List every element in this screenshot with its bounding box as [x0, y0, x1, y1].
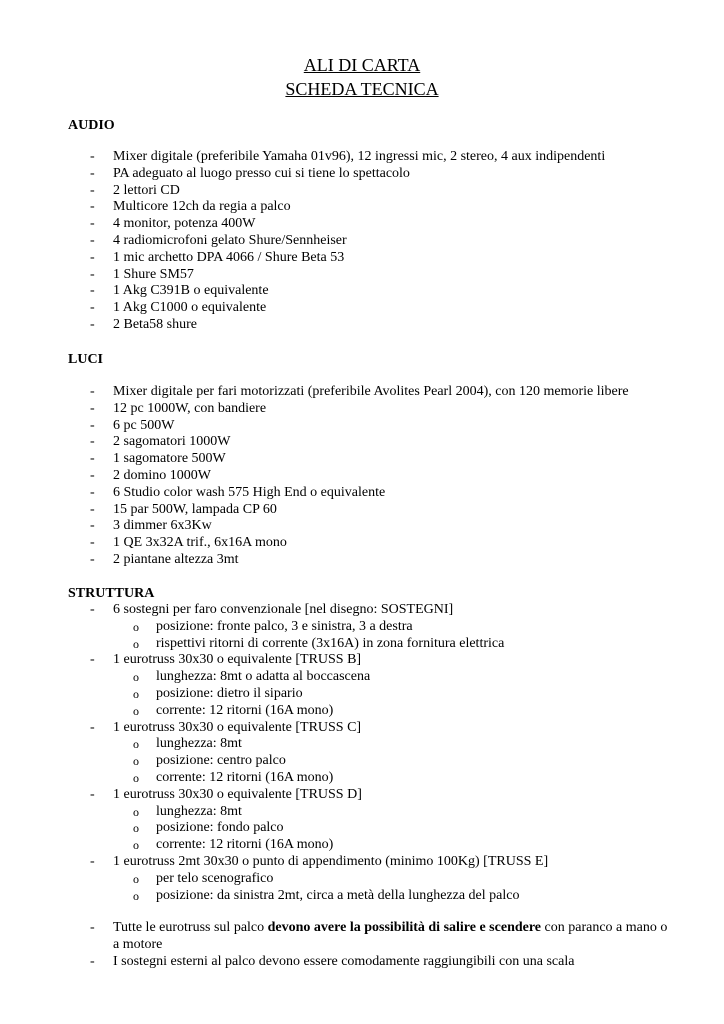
- sub-item-text: posizione: centro palco: [156, 753, 286, 769]
- list-item-text: 1 eurotruss 30x30 o equivalente [TRUSS C]: [113, 719, 362, 735]
- bullet-dash: -: [90, 149, 95, 164]
- bullet-dash: -: [90, 719, 95, 735]
- bullet-dash: -: [90, 484, 95, 500]
- list-item-text: PA adeguato al luogo presso cui si tiene lo spettacolo: [113, 165, 410, 181]
- list-item: [0, 468, 724, 485]
- list-item-text: 1 sagomatore 500W: [113, 451, 226, 467]
- list-item: [0, 418, 724, 435]
- list-item: [0, 502, 724, 519]
- sub-list-item: [0, 736, 724, 753]
- list-item-text: 6 sostegni per faro convenzionale [nel disegno: SOSTEGNI]: [113, 602, 454, 617]
- bullet-circle: o: [133, 804, 139, 819]
- list-item-text: Mixer digitale (preferibile Yamaha 01v96), 12 ingressi mic, 2 stereo, 4 aux indipendenti: [113, 149, 606, 164]
- list-item: [0, 451, 724, 468]
- sub-item-text: lunghezza: 8mt o adatta al boccascena: [156, 669, 371, 685]
- bullet-circle: o: [133, 838, 139, 853]
- sub-list-item: [0, 703, 724, 720]
- bullet-dash: -: [90, 249, 95, 265]
- bullet-dash: -: [90, 518, 95, 534]
- bullet-dash: -: [90, 853, 95, 869]
- section-struttura-heading: STRUTTURA: [68, 586, 155, 601]
- bullet-dash: -: [90, 451, 95, 467]
- bullet-circle: o: [133, 737, 139, 752]
- bullet-circle: o: [133, 670, 139, 685]
- bullet-circle: o: [133, 888, 139, 903]
- sub-item-text: corrente: 12 ritorni (16A mono): [156, 769, 334, 785]
- list-item: [0, 250, 724, 267]
- list-item: [0, 183, 724, 200]
- sub-list-item: [0, 888, 724, 905]
- bullet-dash: -: [90, 602, 95, 617]
- title-line1: ALI DI CARTA: [303, 55, 421, 75]
- bullet-dash: -: [90, 199, 95, 215]
- list-item: [0, 267, 724, 284]
- sub-item-text: posizione: fondo palco: [156, 820, 284, 836]
- audio-list: [0, 149, 724, 334]
- bullet-dash: -: [90, 501, 95, 517]
- note-item: [0, 920, 724, 954]
- sub-item-text: corrente: 12 ritorni (16A mono): [156, 702, 334, 718]
- bullet-circle: o: [133, 619, 139, 634]
- section-audio-heading: AUDIO: [68, 118, 115, 133]
- sub-list-item: [0, 636, 724, 653]
- sub-list-item: [0, 770, 724, 787]
- bullet-circle: o: [133, 686, 139, 701]
- sub-item-text: lunghezza: 8mt: [156, 736, 242, 752]
- list-item: [0, 317, 724, 334]
- list-item: [0, 552, 724, 569]
- bullet-dash: -: [90, 953, 95, 969]
- list-item-text: Mixer digitale per fari motorizzati (preferibile Avolites Pearl 2004), con 120 memorie libere: [113, 384, 629, 399]
- list-item: [0, 854, 724, 871]
- bullet-dash: -: [90, 182, 95, 198]
- note-text-bold: devono avere la possibilità di salire e scendere: [267, 920, 542, 935]
- note-item: [0, 954, 724, 971]
- list-item: [0, 434, 724, 451]
- list-item: [0, 602, 724, 619]
- list-item: [0, 652, 724, 669]
- list-item-text: 1 Shure SM57: [113, 266, 194, 282]
- sub-item-text: posizione: dietro il sipario: [156, 685, 303, 701]
- list-item: [0, 518, 724, 535]
- list-item-text: 2 piantane altezza 3mt: [113, 551, 239, 567]
- list-item: [0, 149, 724, 166]
- list-item: [0, 787, 724, 804]
- notes-list: [0, 920, 724, 970]
- section-luci-heading: LUCI: [68, 352, 104, 367]
- list-item-text: 1 Akg C391B o equivalente: [113, 283, 269, 299]
- sub-item-text: corrente: 12 ritorni (16A mono): [156, 837, 334, 853]
- list-item-text: 1 eurotruss 2mt 30x30 o punto di appendimento (minimo 100Kg) [TRUSS E]: [113, 853, 549, 869]
- list-item: [0, 283, 724, 300]
- list-item-text: 4 radiomicrofoni gelato Shure/Sennheiser: [113, 232, 347, 248]
- list-item: [0, 535, 724, 552]
- bullet-dash: -: [90, 283, 95, 299]
- sub-item-text: posizione: da sinistra 2mt, circa a metà della lunghezza del palco: [156, 887, 520, 903]
- bullet-dash: -: [90, 384, 95, 399]
- list-item: [0, 720, 724, 737]
- list-item: [0, 384, 724, 401]
- list-item: [0, 199, 724, 216]
- bullet-dash: -: [90, 316, 95, 332]
- sub-item-text: posizione: fronte palco, 3 e sinistra, 3 a destra: [156, 618, 413, 634]
- bullet-circle: o: [133, 871, 139, 886]
- list-item-text: 6 pc 500W: [113, 417, 175, 433]
- note-text-plain: Tutte le eurotruss sul palco: [113, 920, 268, 935]
- list-item-text: 2 Beta58 shure: [113, 316, 197, 332]
- bullet-circle: o: [133, 703, 139, 718]
- sub-list-item: [0, 619, 724, 636]
- list-item-text: 1 mic archetto DPA 4066 / Shure Beta 53: [113, 249, 345, 265]
- sub-list-item: [0, 871, 724, 888]
- list-item: [0, 300, 724, 317]
- bullet-dash: -: [90, 535, 95, 551]
- list-item-text: 6 Studio color wash 575 High End o equivalente: [113, 484, 386, 500]
- list-item-text: 3 dimmer 6x3Kw: [113, 518, 212, 534]
- bullet-dash: -: [90, 434, 95, 450]
- note-text: [113, 920, 673, 954]
- list-item-text: 1 eurotruss 30x30 o equivalente [TRUSS D]: [113, 786, 362, 802]
- note-text: I sostegni esterni al palco devono essere comodamente raggiungibili con una scala: [113, 953, 575, 969]
- note-text-plain: con paranco a mano o a motore: [113, 920, 668, 952]
- bullet-dash: -: [90, 920, 95, 935]
- list-item-text: 4 monitor, potenza 400W: [113, 216, 256, 232]
- bullet-dash: -: [90, 165, 95, 181]
- list-item-text: 15 par 500W, lampada CP 60: [113, 501, 277, 517]
- list-item-text: 1 Akg C1000 o equivalente: [113, 300, 267, 316]
- bullet-circle: o: [133, 821, 139, 836]
- bullet-dash: -: [90, 232, 95, 248]
- sub-list-item: [0, 686, 724, 703]
- list-item-text: 2 sagomatori 1000W: [113, 434, 231, 450]
- bullet-circle: o: [133, 754, 139, 769]
- luci-list: [0, 384, 724, 569]
- bullet-dash: -: [90, 467, 95, 483]
- title-line2: SCHEDA TECNICA: [285, 79, 439, 99]
- sub-list-item: [0, 753, 724, 770]
- sub-list-item: [0, 820, 724, 837]
- list-item: [0, 233, 724, 250]
- sub-list-item: [0, 837, 724, 854]
- list-item-text: 2 lettori CD: [113, 182, 180, 198]
- sub-item-text: rispettivi ritorni di corrente (3x16A) in zona fornitura elettrica: [156, 635, 505, 651]
- list-item-text: Multicore 12ch da regia a palco: [113, 199, 291, 215]
- list-item-text: 2 domino 1000W: [113, 467, 211, 483]
- list-item-text: 12 pc 1000W, con bandiere: [113, 400, 267, 416]
- bullet-dash: -: [90, 266, 95, 282]
- bullet-dash: -: [90, 216, 95, 232]
- bullet-circle: o: [133, 636, 139, 651]
- bullet-dash: -: [90, 417, 95, 433]
- bullet-dash: -: [90, 786, 95, 802]
- bullet-dash: -: [90, 551, 95, 567]
- bullet-dash: -: [90, 652, 95, 668]
- list-item: [0, 485, 724, 502]
- bullet-dash: -: [90, 400, 95, 416]
- sub-list-item: [0, 669, 724, 686]
- list-item-text: 1 eurotruss 30x30 o equivalente [TRUSS B]: [113, 652, 362, 668]
- struttura-list: [0, 602, 724, 904]
- list-item: [0, 216, 724, 233]
- sub-item-text: per telo scenografico: [156, 870, 274, 886]
- bullet-circle: o: [133, 770, 139, 785]
- sub-list-item: [0, 804, 724, 821]
- list-item: [0, 401, 724, 418]
- list-item: [0, 166, 724, 183]
- sub-item-text: lunghezza: 8mt: [156, 803, 242, 819]
- bullet-dash: -: [90, 300, 95, 316]
- list-item-text: 1 QE 3x32A trif., 6x16A mono: [113, 535, 287, 551]
